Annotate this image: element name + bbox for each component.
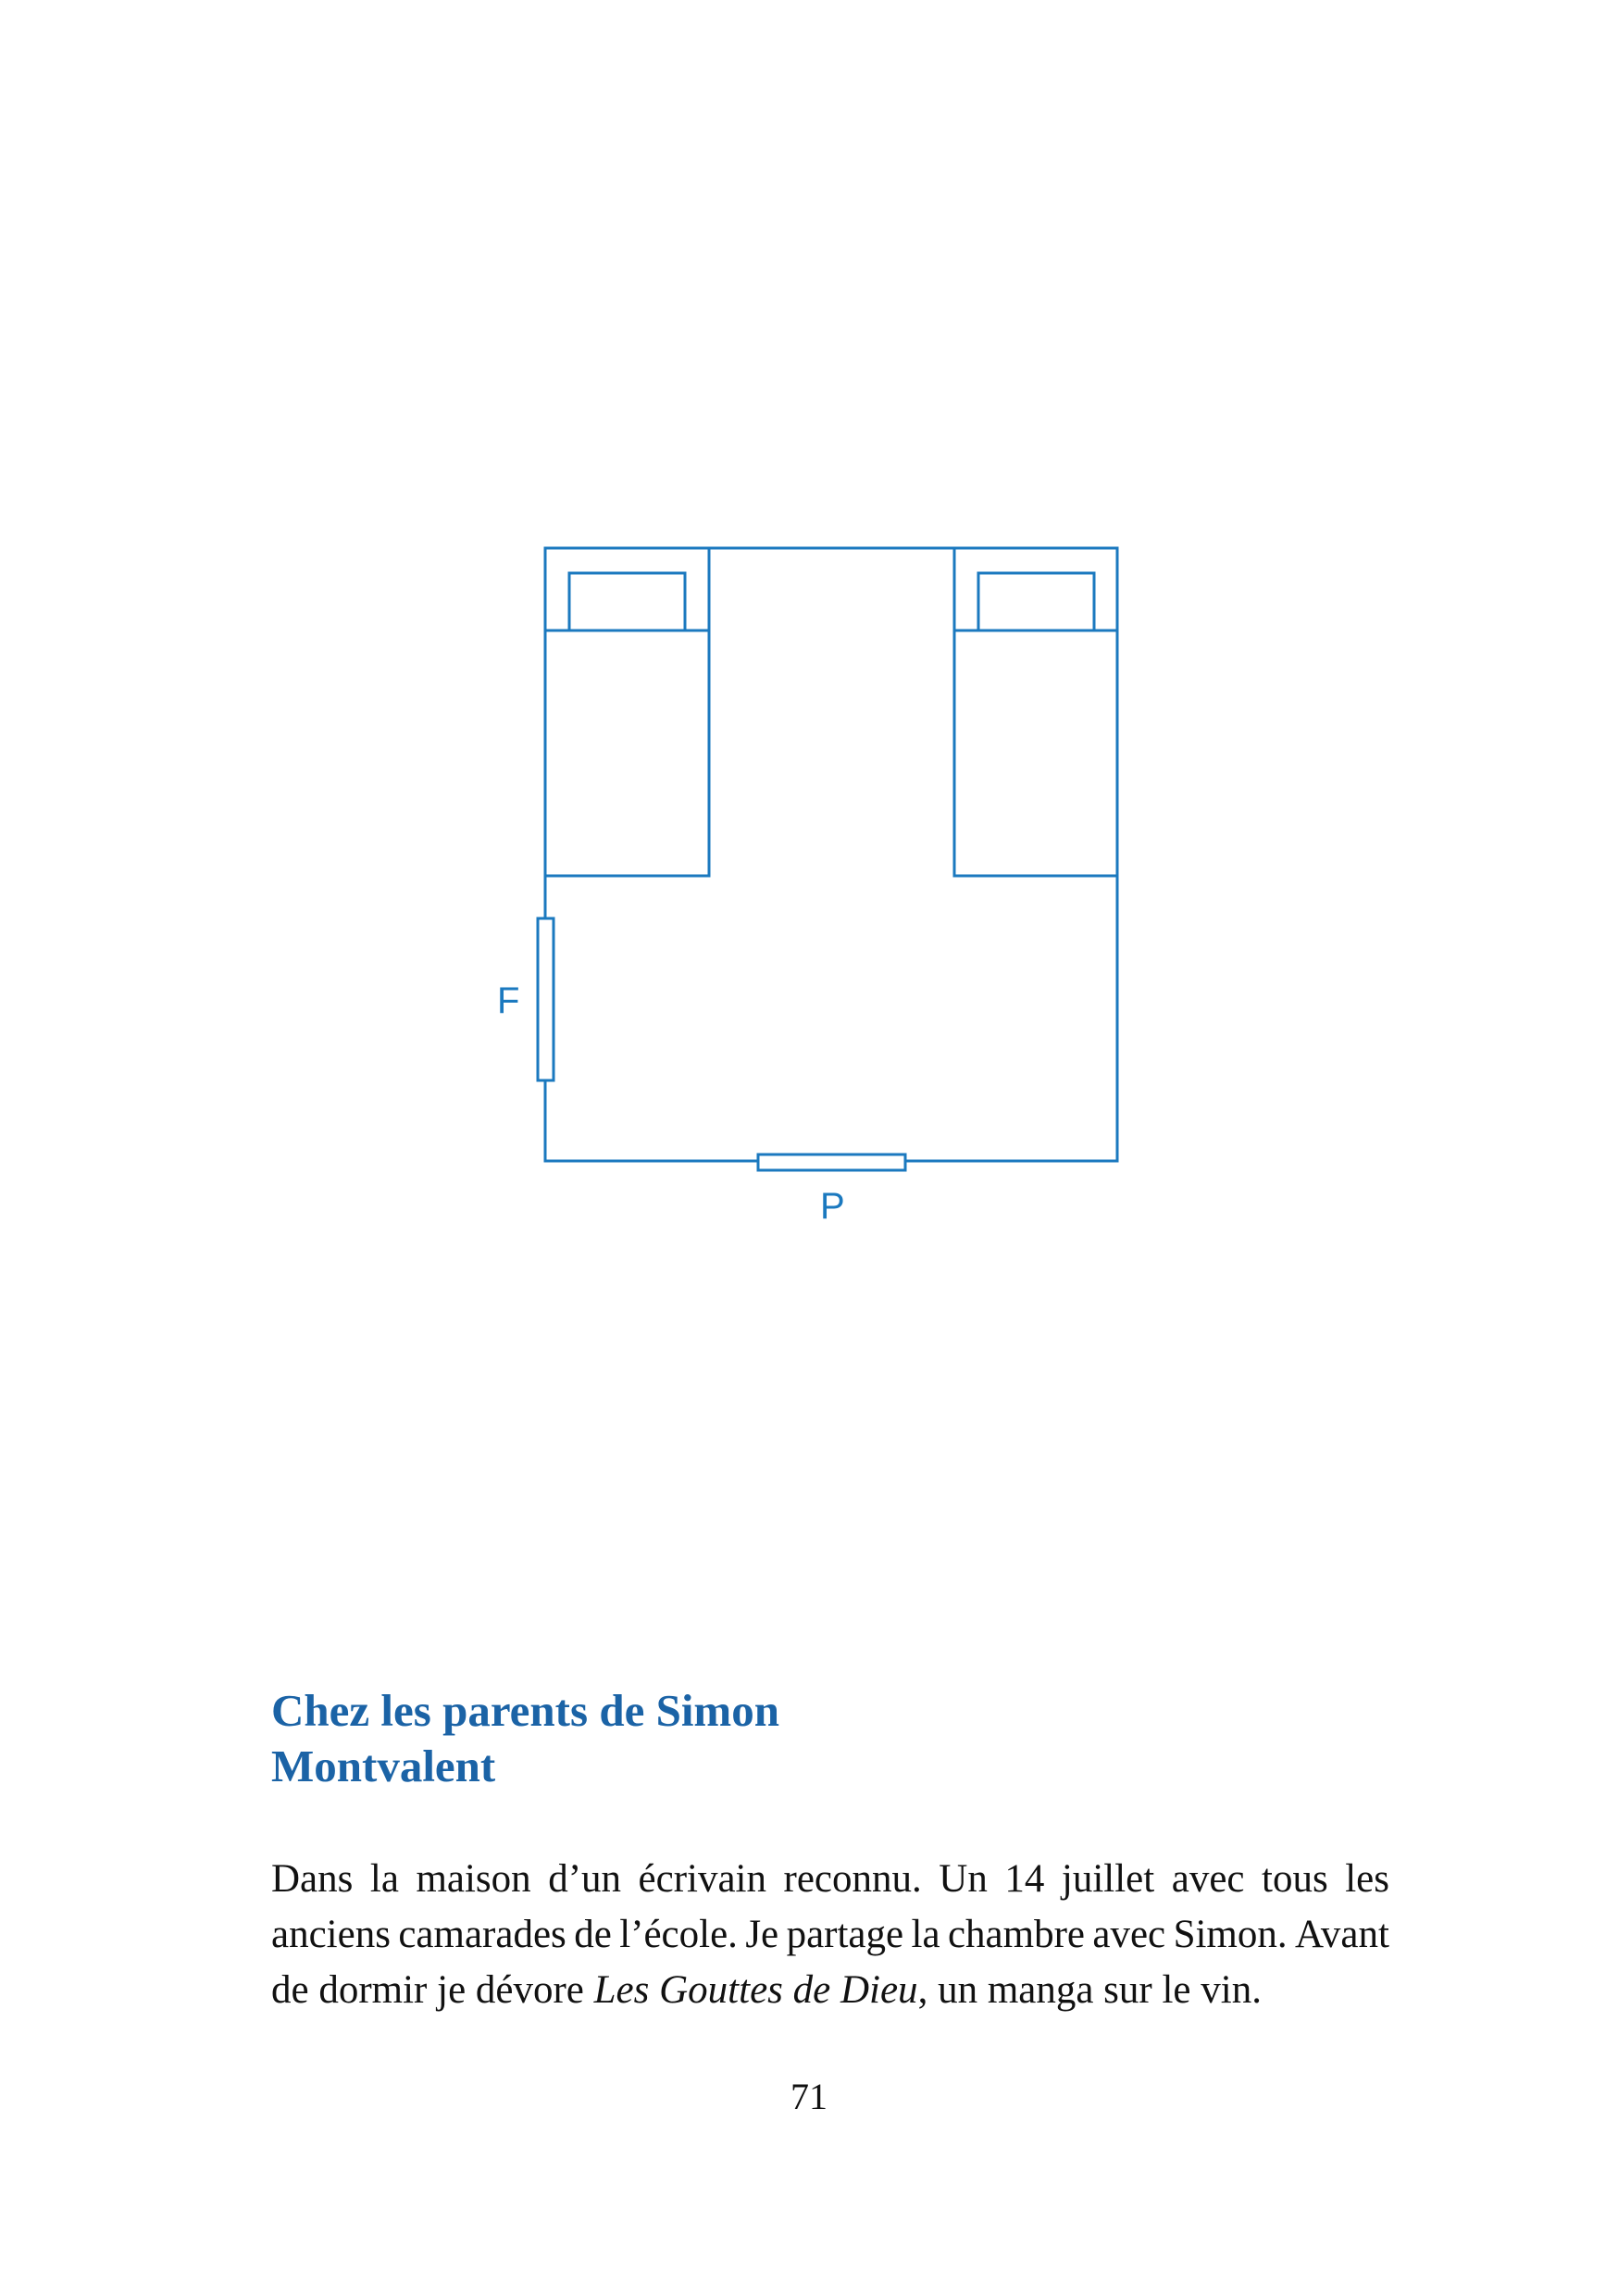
door xyxy=(758,1154,905,1170)
paragraph-word: Un xyxy=(939,1857,988,1901)
bed-right-pillow xyxy=(978,573,1094,630)
paragraph-word: avec xyxy=(1092,1913,1166,1956)
paragraph-word: Dans xyxy=(271,1857,354,1901)
paragraph-line-2 xyxy=(271,1907,1389,1963)
paragraph-word: chambre xyxy=(947,1913,1085,1956)
paragraph-word: avec xyxy=(1171,1857,1245,1901)
bed-right xyxy=(954,548,1117,876)
page-number: 71 xyxy=(790,2076,828,2117)
paragraph-word: la xyxy=(369,1857,399,1901)
paragraph-word: 14 xyxy=(1004,1857,1045,1901)
paragraph-word: anciens xyxy=(271,1913,391,1956)
bed-left-pillow xyxy=(569,573,685,630)
paragraph-word: Avant xyxy=(1295,1913,1389,1956)
paragraph-word: juillet xyxy=(1061,1857,1155,1901)
paragraph-text: , un manga sur le vin. xyxy=(917,1968,1262,2012)
paragraph-word: tous xyxy=(1262,1857,1328,1901)
paragraph-word: d’un xyxy=(548,1857,622,1901)
window-label: F xyxy=(497,980,520,1021)
paragraph-line-3 xyxy=(271,1963,1389,2018)
paragraph-word: les xyxy=(1345,1857,1389,1901)
paragraph-word: écrivain xyxy=(638,1857,767,1901)
paragraph-word: Simon. xyxy=(1173,1913,1288,1956)
section-heading xyxy=(271,1683,779,1794)
book-title: Les Gouttes de Dieu xyxy=(593,1968,918,2012)
bed-left xyxy=(545,548,709,876)
paragraph-word: partage xyxy=(786,1913,904,1956)
paragraph-text: de dormir je dévore xyxy=(271,1968,594,2012)
heading-line-1: Chez les parents de Simon xyxy=(271,1685,780,1736)
paragraph-word: la xyxy=(911,1913,940,1956)
paragraph-word: Je xyxy=(745,1913,779,1956)
door-label: P xyxy=(820,1186,845,1227)
paragraph-word: camarades xyxy=(398,1913,566,1956)
paragraph-word: reconnu. xyxy=(783,1857,922,1901)
body-paragraph xyxy=(271,1852,1389,2018)
window xyxy=(538,918,554,1080)
room-outline xyxy=(545,548,1117,1161)
paragraph-word: maison xyxy=(416,1857,531,1901)
paragraph-word: de xyxy=(574,1913,612,1956)
paragraph-line-1 xyxy=(271,1852,1389,1907)
heading-line-2: Montvalent xyxy=(271,1741,496,1791)
paragraph-word: l’école. xyxy=(619,1913,738,1956)
